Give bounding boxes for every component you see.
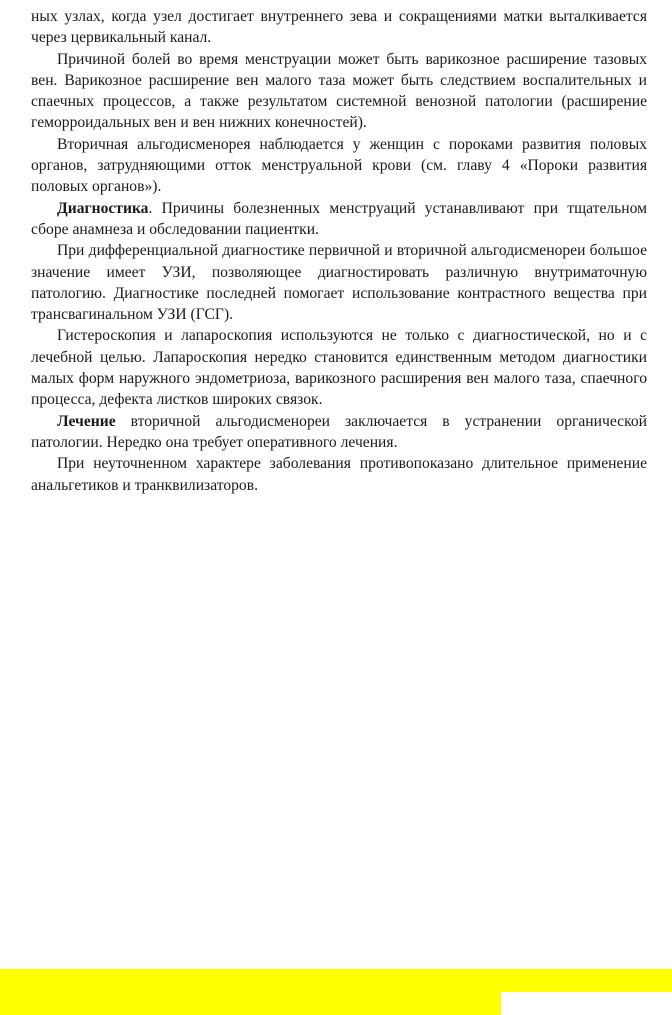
paragraph-contraindication xyxy=(31,453,647,496)
section-heading-treatment: Лечение xyxy=(57,412,116,430)
paragraph-text: Гистероскопия и лапароскопия используются не только с диагностической, но и с лечебной целью. Лапароскопия нередко становится единственным методом диагностики малых форм наружного эндометриоза, варикозного расширения вен малого таза, спаечного процесса, дефекта листков широких связок. xyxy=(31,327,647,409)
paragraph-diagnostics xyxy=(31,198,647,241)
paragraph-hysteroscopy xyxy=(31,325,647,410)
document-body xyxy=(31,6,647,496)
paragraph-text: вторичной альгодисменореи заключается в устранении органической патологии. Нередко она требует оперативного лечения. xyxy=(31,412,647,451)
paragraph-text: При неуточненном характере заболевания противопоказано длительное применение анальгетиков и транквилизаторов. xyxy=(31,455,647,494)
paragraph-text: ных узлах, когда узел достигает внутреннего зева и сокращениями матки выталкивается через цервикальный канал. xyxy=(31,8,647,47)
paragraph-differential-diagnostics xyxy=(31,240,647,325)
highlight-bar xyxy=(0,992,501,1015)
paragraph-continuation xyxy=(31,6,647,49)
paragraph-treatment xyxy=(31,411,647,454)
paragraph-text: При дифференциальной диагностике первичной и вторичной альгодисменореи большое значение имеет УЗИ, позволяющее диагностировать различную внутриматочную патологию. Диагностике последней помогает использование контрастного вещества при трансвагинальном УЗИ (ГСГ). xyxy=(31,242,647,324)
paragraph-varicose-veins xyxy=(31,49,647,134)
highlight-bar xyxy=(0,969,672,992)
paragraph-text: Причиной болей во время менструации может быть варикозное расширение тазовых вен. Варикозное расширение вен малого таза может быть следствием воспалительных и спаечных процессов, а также результатом системной венозной патологии (расширение геморроидальных вен и вен нижних конечностей). xyxy=(31,50,647,132)
paragraph-text: . Причины болезненных менструаций устанавливают при тщательном сборе анамнеза и обследовании пациентки. xyxy=(31,199,647,238)
section-heading-diagnostics: Диагностика xyxy=(57,199,149,217)
paragraph-secondary-algodysmenorrhea xyxy=(31,134,647,198)
paragraph-text: Вторичная альгодисменорея наблюдается у женщин с пороками развития половых органов, затрудняющими отток менструальной крови (см. главу 4 «Пороки развития половых органов»). xyxy=(31,135,647,196)
